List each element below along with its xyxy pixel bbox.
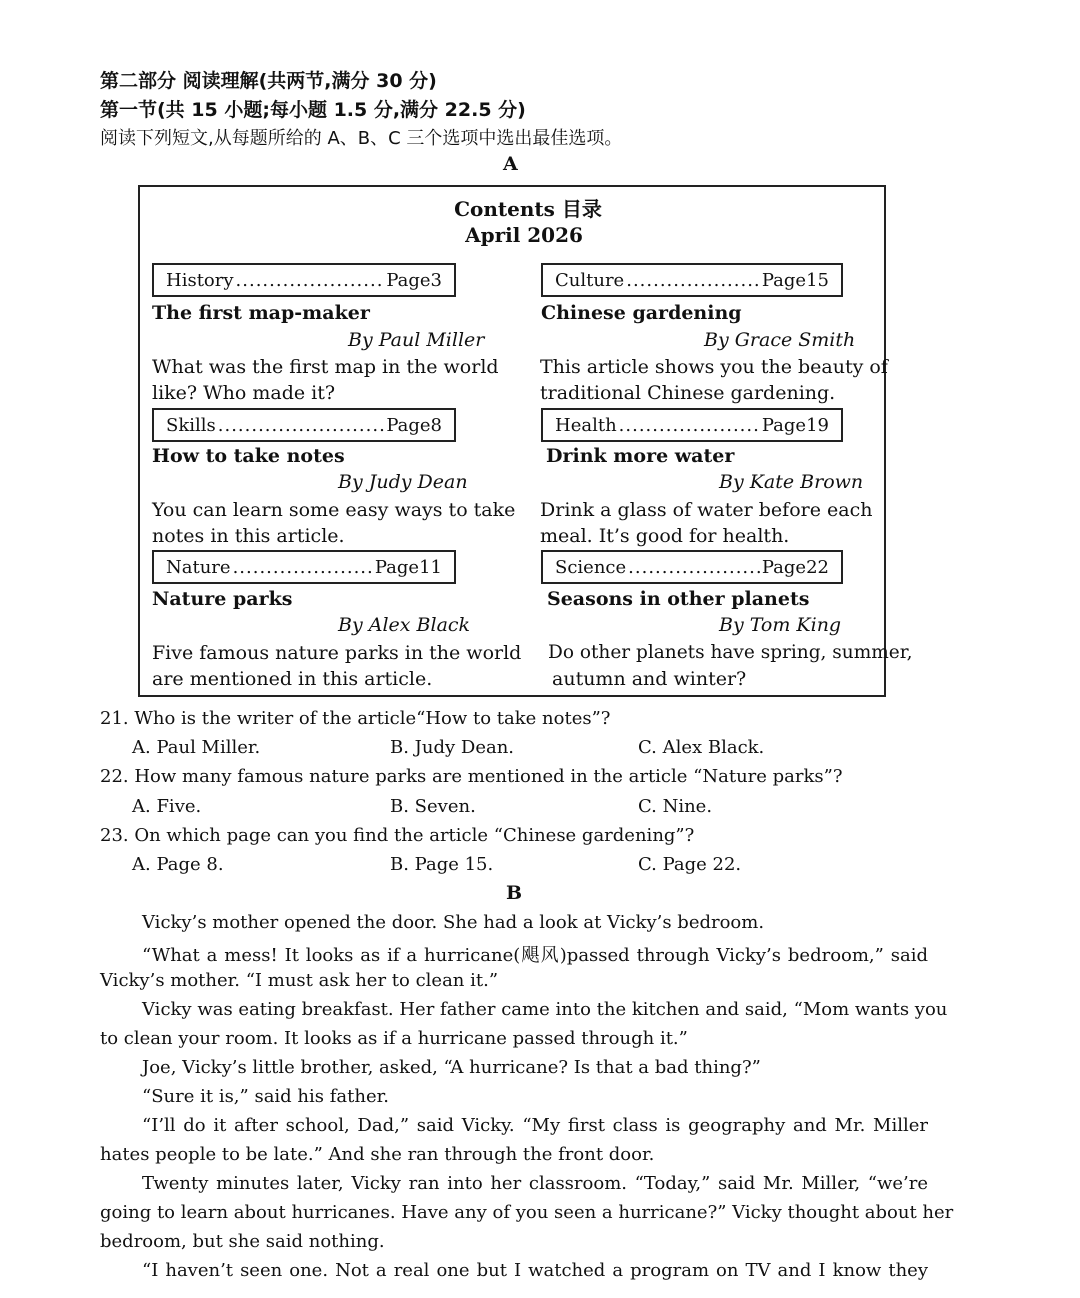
passage-line: going to learn about hurricanes. Have any of you seen a hurricane?” Vicky thought about her — [100, 1202, 954, 1223]
page-number: Page19 — [761, 414, 829, 436]
category-label: Health — [555, 414, 617, 436]
category-box-skills — [152, 408, 456, 442]
contents-title: Contents 目录 — [454, 197, 602, 221]
contents-date: April 2026 — [465, 223, 583, 247]
option-b: B. Page 15. — [390, 854, 494, 875]
option-a: A. Paul Miller. — [132, 737, 261, 758]
passage-a-label: A — [503, 153, 518, 175]
category-label: Skills — [166, 414, 216, 436]
question-stem: 22. How many famous nature parks are mentioned in the article “Nature parks”? — [100, 766, 843, 787]
article-title: Nature parks — [152, 588, 293, 610]
article-desc: Drink a glass of water before each — [540, 499, 873, 521]
article-author: By Alex Black — [338, 614, 471, 636]
passage-b-label: B — [506, 882, 523, 904]
category-label: Nature — [166, 556, 231, 578]
category-box-health — [541, 408, 843, 442]
part-title: 第二部分 阅读理解(共两节,满分 30 分) — [100, 70, 437, 92]
article-desc: notes in this article. — [152, 525, 345, 547]
option-a: A. Five. — [132, 796, 202, 817]
option-c: C. Nine. — [638, 796, 713, 817]
instruction: 阅读下列短文,从每题所给的 A、B、C 三个选项中选出最佳选项。 — [100, 128, 623, 149]
article-desc: traditional Chinese gardening. — [540, 382, 836, 404]
article-author: By Kate Brown — [719, 471, 864, 493]
article-desc: You can learn some easy ways to take — [152, 499, 516, 521]
page-number: Page3 — [386, 269, 442, 291]
passage-line: “I’ll do it after school, Dad,” said Vicky. “My first class is geography and Mr. Miller — [142, 1115, 928, 1136]
category-label: Science — [555, 556, 627, 578]
option-b: B. Judy Dean. — [390, 737, 515, 758]
section-title: 第一节(共 15 小题;每小题 1.5 分,满分 22.5 分) — [100, 99, 526, 121]
option-c: C. Page 22. — [638, 854, 742, 875]
passage-line: hates people to be late.” And she ran through the front door. — [100, 1144, 655, 1165]
article-desc: This article shows you the beauty of — [540, 356, 888, 378]
option-a: A. Page 8. — [132, 854, 224, 875]
article-desc: What was the first map in the world — [152, 356, 499, 378]
category-box-nature — [152, 550, 456, 584]
article-desc: Five famous nature parks in the world — [152, 642, 522, 664]
article-title: Drink more water — [546, 445, 735, 467]
category-box-science — [541, 550, 843, 584]
category-label: Culture — [555, 269, 625, 291]
passage-line: to clean your room. It looks as if a hurricane passed through it.” — [100, 1028, 688, 1049]
option-b: B. Seven. — [390, 796, 476, 817]
category-box-culture — [541, 263, 843, 297]
article-author: By Tom King — [719, 614, 842, 636]
leader-dots — [628, 557, 760, 578]
article-desc: autumn and winter? — [552, 668, 747, 690]
article-title: Chinese gardening — [541, 302, 742, 324]
page-number: Page22 — [761, 556, 829, 578]
passage-line: “I haven’t seen one. Not a real one but I watched a program on TV and I know they — [142, 1260, 928, 1281]
article-desc: meal. It’s good for health. — [540, 525, 790, 547]
passage-line: bedroom, but she said nothing. — [100, 1231, 385, 1252]
article-desc: Do other planets have spring, summer, — [548, 642, 913, 663]
category-label: History — [166, 269, 234, 291]
question-stem: 21. Who is the writer of the article“How to take notes”? — [100, 708, 611, 729]
article-title: How to take notes — [152, 445, 345, 467]
article-desc: like? Who made it? — [152, 382, 336, 404]
leader-dots — [626, 270, 760, 291]
page-number: Page8 — [386, 414, 442, 436]
passage-line: Twenty minutes later, Vicky ran into her classroom. “Today,” said Mr. Miller, “we’re — [142, 1173, 928, 1194]
leader-dots — [218, 415, 385, 436]
passage-line: Vicky’s mother. “I must ask her to clean it.” — [100, 970, 499, 991]
article-title: Seasons in other planets — [547, 588, 810, 610]
passage-line: Vicky’s mother opened the door. She had a look at Vicky’s bedroom. — [142, 912, 765, 933]
page-number: Page15 — [761, 269, 829, 291]
page-number: Page11 — [374, 556, 442, 578]
article-desc: are mentioned in this article. — [152, 668, 433, 690]
leader-dots — [233, 557, 373, 578]
question-stem: 23. On which page can you find the article “Chinese gardening”? — [100, 825, 695, 846]
article-title: The first map-maker — [152, 302, 370, 324]
article-author: By Paul Miller — [348, 329, 485, 351]
category-box-history — [152, 263, 456, 297]
leader-dots — [619, 415, 760, 436]
passage-line: Joe, Vicky’s little brother, asked, “A hurricane? Is that a bad thing?” — [142, 1057, 761, 1078]
passage-line: “What a mess! It looks as if a hurricane(飓风)passed through Vicky’s bedroom,” said — [142, 945, 928, 966]
article-author: By Judy Dean — [338, 471, 468, 493]
passage-line: “Sure it is,” said his father. — [142, 1086, 389, 1107]
article-author: By Grace Smith — [704, 329, 856, 351]
option-c: C. Alex Black. — [638, 737, 765, 758]
leader-dots — [236, 270, 385, 291]
passage-line: Vicky was eating breakfast. Her father came into the kitchen and said, “Mom wants you — [142, 999, 948, 1020]
